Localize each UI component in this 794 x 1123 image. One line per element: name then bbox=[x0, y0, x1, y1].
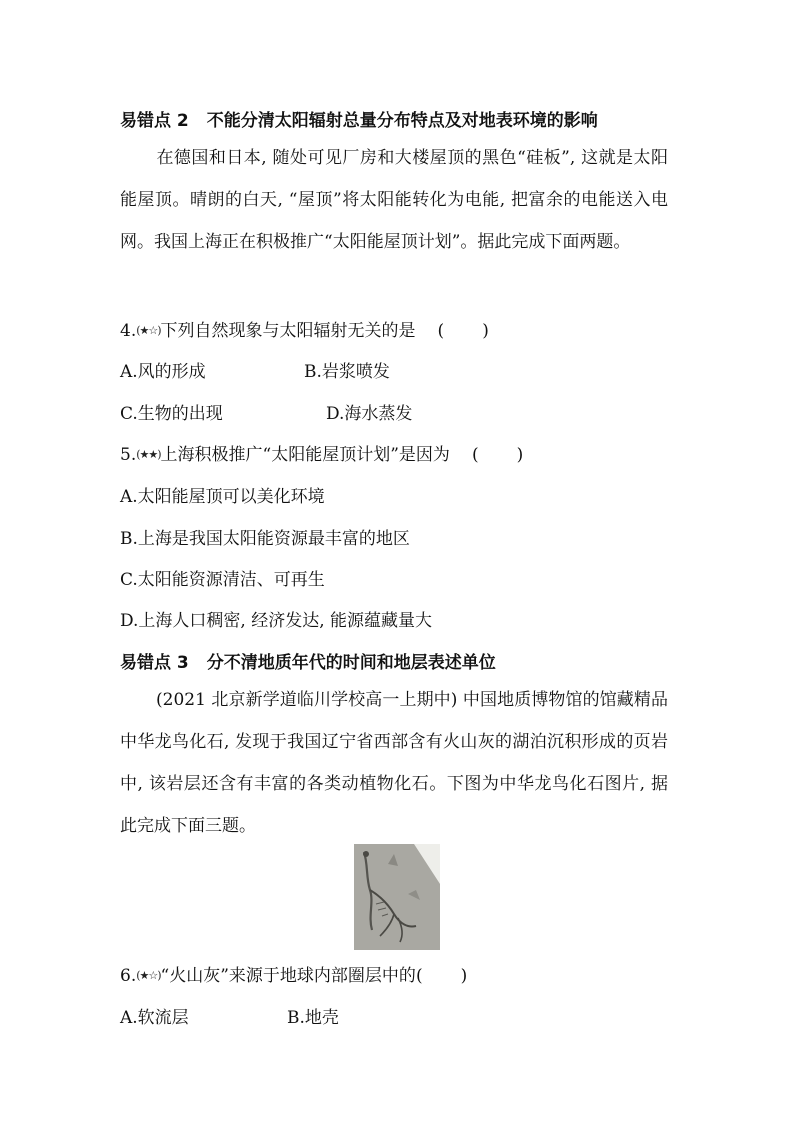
difficulty-stars-icon: (★☆) bbox=[136, 969, 161, 982]
option-c: C.太阳能资源清洁、可再生 bbox=[120, 570, 325, 590]
passage-text: 在德国和日本, 随处可见厂房和大楼屋顶的黑色“硅板”, 这就是太阳能屋顶。晴朗的白天, “屋顶”将太阳能转化为电能, 把富余的电能送入电网。我国上海正在积极推广“太阳能屋顶计划”。据此完成下面两题。 bbox=[120, 148, 668, 252]
option-b: B.岩浆喷发 bbox=[304, 362, 390, 382]
option-a: A.风的形成 bbox=[120, 362, 206, 382]
question-number: 5. bbox=[120, 445, 137, 465]
question-number: 4. bbox=[120, 321, 137, 341]
question-number: 6. bbox=[120, 966, 137, 986]
passage-1 bbox=[120, 137, 668, 263]
option-a: A.太阳能屋顶可以美化环境 bbox=[120, 487, 325, 507]
answer-blank[interactable]: ( ) bbox=[437, 321, 489, 341]
passage-2 bbox=[120, 679, 668, 847]
option-c: C.生物的出现 bbox=[120, 404, 223, 424]
passage-text: (2021 北京新学道临川学校高一上期中) 中国地质博物馆的馆藏精品中华龙鸟化石, 发现于我国辽宁省西部含有火山灰的湖泊沉积形成的页岩中, 该岩层还含有丰富的各类动植物化石。下图为中华龙鸟化石图片, 据此完成下面三题。 bbox=[120, 690, 668, 836]
option-a: A.软流层 bbox=[120, 1008, 189, 1028]
option-d: D.上海人口稠密, 经济发达, 能源蕴藏量大 bbox=[120, 611, 433, 631]
question-4 bbox=[120, 316, 489, 341]
section-title: 不能分清太阳辐射总量分布特点及对地表环境的影响 bbox=[206, 111, 598, 131]
difficulty-stars-icon: (★☆) bbox=[136, 324, 161, 337]
difficulty-stars-icon: (★★) bbox=[136, 448, 161, 461]
section-title: 分不清地质年代的时间和地层表述单位 bbox=[206, 653, 496, 673]
section-heading-2 bbox=[120, 648, 496, 673]
section-heading-1 bbox=[120, 106, 598, 131]
question-6 bbox=[120, 961, 467, 986]
question-stem: 上海积极推广“太阳能屋顶计划”是因为 bbox=[160, 445, 450, 465]
question-5 bbox=[120, 440, 523, 465]
answer-blank[interactable]: ( ) bbox=[415, 966, 468, 986]
option-b: B.地壳 bbox=[287, 1008, 339, 1028]
option-b: B.上海是我国太阳能资源最丰富的地区 bbox=[120, 529, 410, 549]
question-stem: “火山灰”来源于地球内部圈层中的 bbox=[160, 966, 416, 986]
section-tag: 易错点 2 bbox=[120, 111, 189, 131]
fossil-drawing bbox=[354, 844, 440, 950]
question-stem: 下列自然现象与太阳辐射无关的是 bbox=[160, 321, 416, 341]
answer-blank[interactable]: ( ) bbox=[471, 445, 524, 465]
option-d: D.海水蒸发 bbox=[326, 404, 413, 424]
fossil-image bbox=[354, 844, 440, 950]
section-tag: 易错点 3 bbox=[120, 653, 189, 673]
